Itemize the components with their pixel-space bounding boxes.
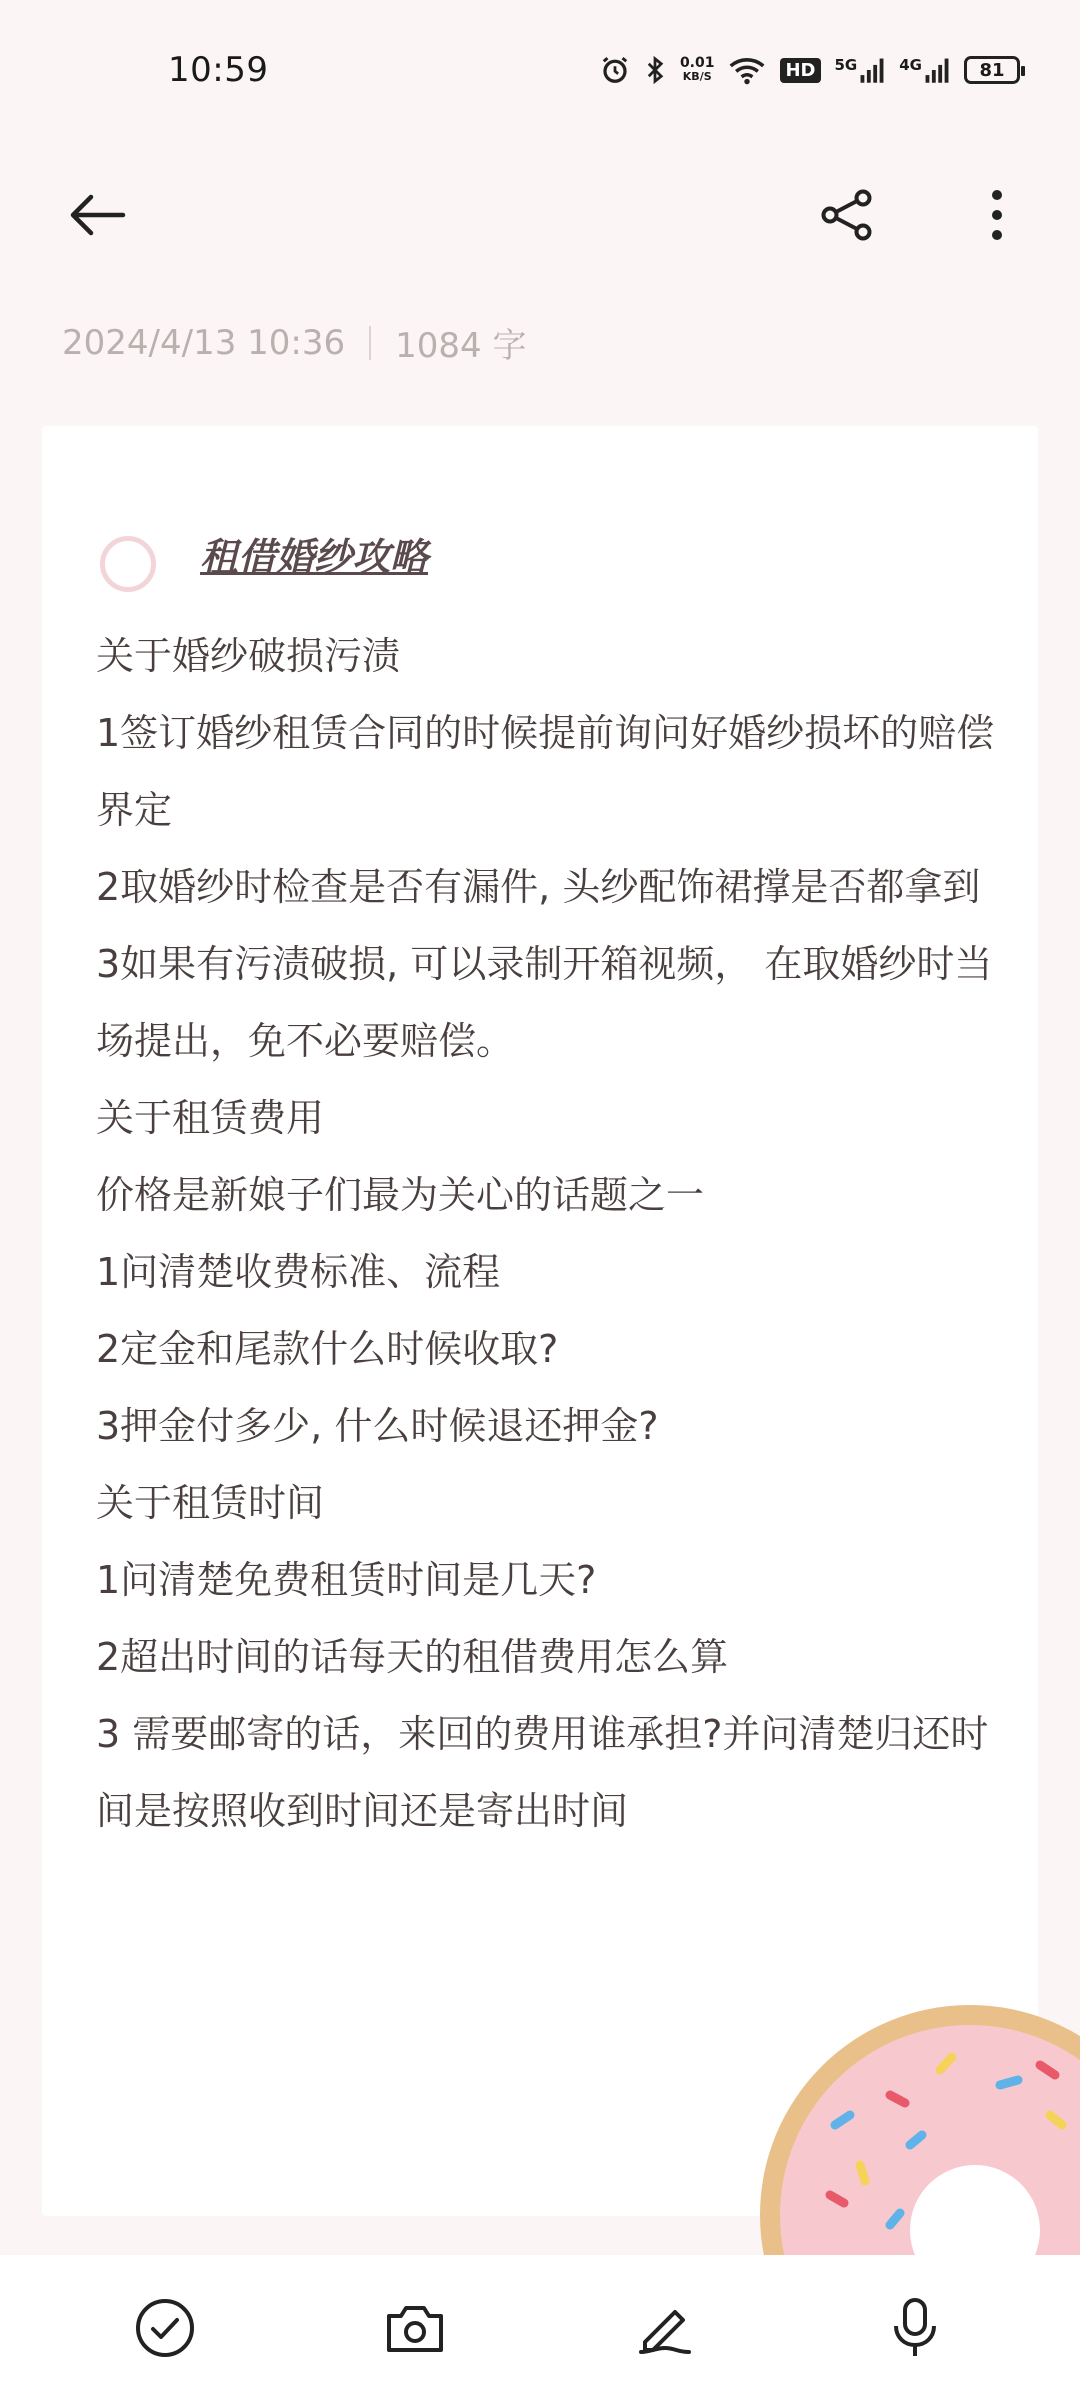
- note-line: 3 需要邮寄的话，来回的费用谁承担?并问清楚归还时间是按照收到时间还是寄出时间: [96, 1712, 989, 1833]
- status-icons: [600, 55, 1020, 85]
- note-line: 价格是新娘子们最为关心的话题之一: [96, 1173, 705, 1217]
- bluetooth-icon: [644, 55, 666, 85]
- note-line: 2取婚纱时检查是否有漏件, 头纱配饰裙撑是否都拿到: [96, 865, 981, 909]
- note-date: 2024/4/13 10:36: [62, 322, 346, 363]
- camera-icon[interactable]: [380, 2293, 450, 2363]
- signal2-label: 4G: [899, 56, 922, 74]
- hd-icon: HD: [780, 58, 820, 83]
- note-toolbar: [0, 160, 1080, 270]
- note-line: 1签订婚纱租赁合同的时候提前询问好婚纱损坏的赔偿界定: [96, 711, 995, 832]
- note-line: 1问清楚免费租赁时间是几天?: [96, 1558, 597, 1602]
- note-line: 3如果有污渍破损, 可以录制开箱视频， 在取婚纱时当场提出，免不必要赔偿。: [96, 942, 993, 1063]
- note-line: 关于租赁费用: [96, 1096, 325, 1140]
- battery-icon: 81: [964, 56, 1020, 84]
- net-speed-value: 0.01: [679, 55, 715, 71]
- more-vertical-icon[interactable]: [962, 180, 1032, 250]
- note-content-card[interactable]: [42, 426, 1038, 2216]
- note-line: 2超出时间的话每天的租借费用怎么算: [96, 1635, 729, 1679]
- network-speed: [680, 56, 715, 84]
- alarm-icon: [600, 55, 630, 85]
- wifi-icon: [728, 55, 766, 85]
- toolbar-actions: [812, 180, 1032, 250]
- status-bar: [0, 0, 1080, 140]
- note-line: 1问清楚收费标准、流程: [96, 1250, 501, 1294]
- arrow-left-icon[interactable]: [62, 180, 132, 250]
- note-line: 关于租赁时间: [96, 1481, 325, 1525]
- status-time: 10:59: [168, 50, 269, 90]
- title-decoration-circle: [100, 536, 156, 592]
- note-line: 关于婚纱破损污渍: [96, 634, 401, 678]
- word-count: 1084 字: [395, 326, 527, 366]
- share-icon[interactable]: [812, 180, 882, 250]
- note-meta: [62, 318, 526, 367]
- net-speed-unit: KB/S: [682, 70, 712, 83]
- note-title-row: [100, 526, 429, 581]
- meta-divider: [369, 326, 371, 360]
- signal-4g-icon: [899, 56, 950, 84]
- pen-icon[interactable]: [630, 2293, 700, 2363]
- signal-5g-icon: [835, 56, 886, 84]
- check-circle-icon[interactable]: [130, 2293, 200, 2363]
- donut-sticker-image: [740, 1985, 1080, 2255]
- signal1-label: 5G: [834, 56, 858, 74]
- note-title[interactable]: 租借婚纱攻略: [200, 535, 429, 579]
- bottom-action-bar: [0, 2255, 1080, 2400]
- note-body[interactable]: [96, 618, 996, 1850]
- note-line: 2定金和尾款什么时候收取?: [96, 1327, 559, 1371]
- microphone-icon[interactable]: [880, 2293, 950, 2363]
- note-line: 3押金付多少, 什么时候退还押金?: [96, 1404, 659, 1448]
